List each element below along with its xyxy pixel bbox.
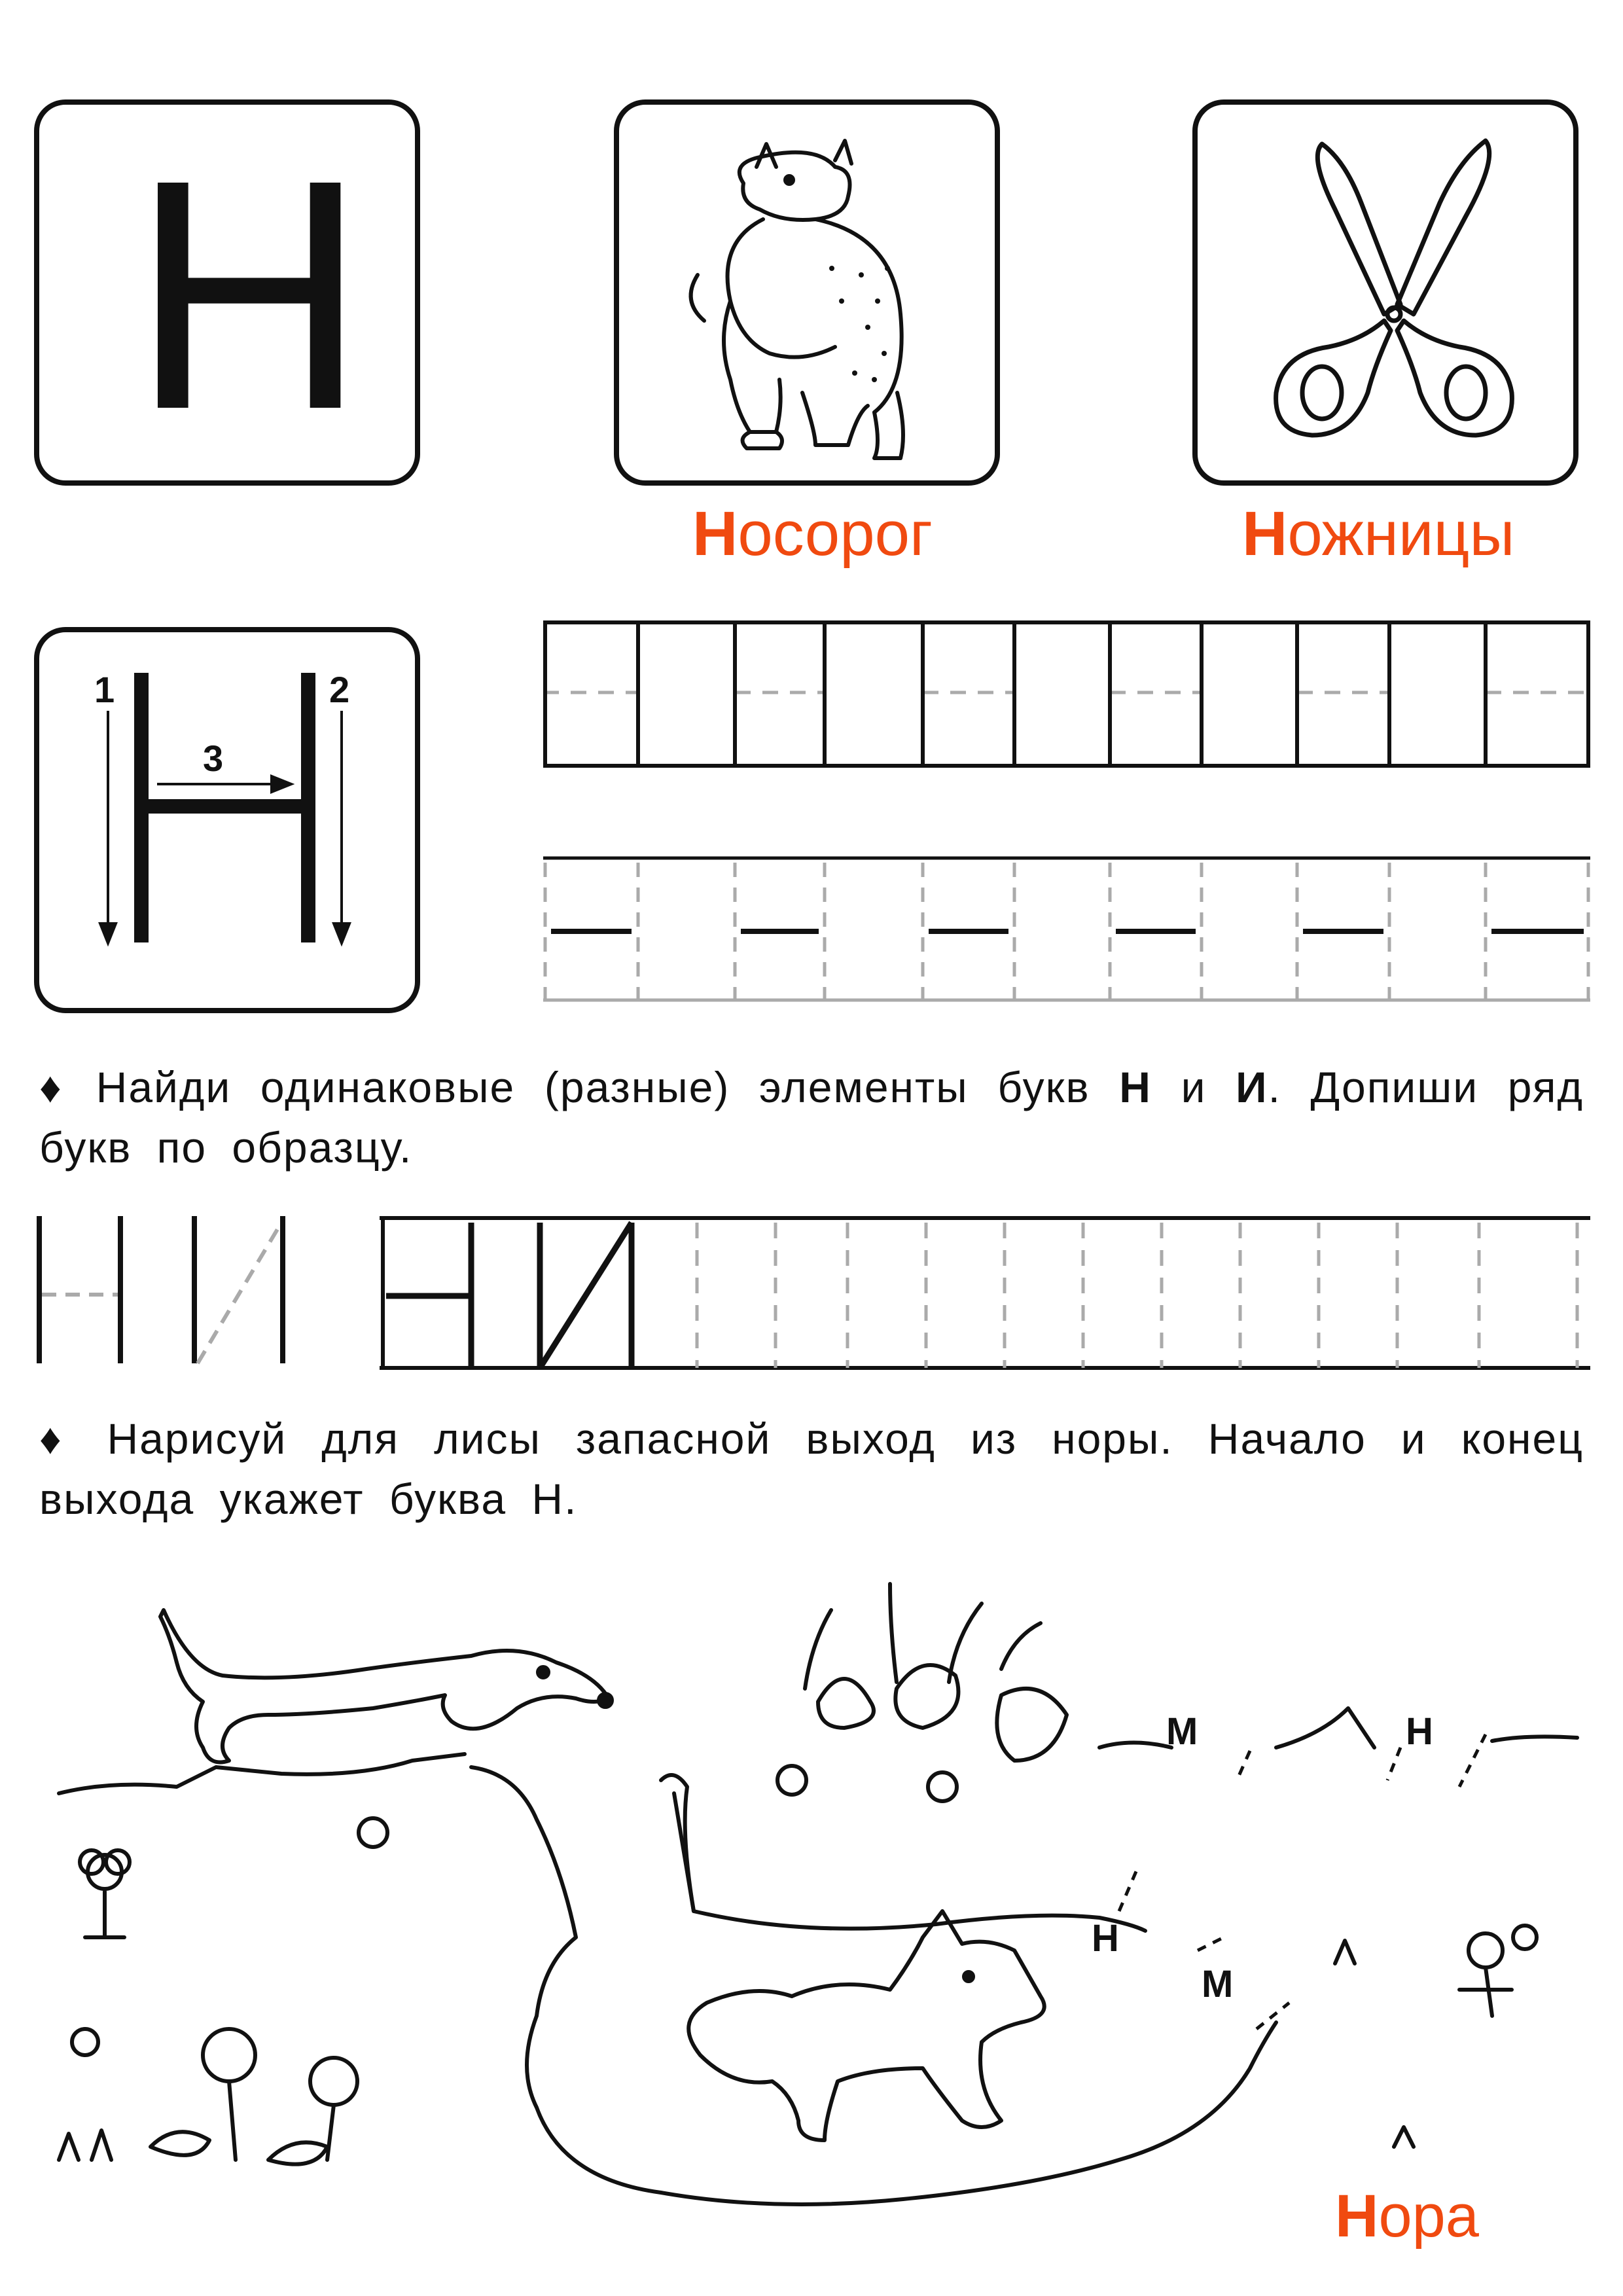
maze-label-m-top: М [1166, 1710, 1198, 1753]
task2-instruction [39, 1408, 1584, 1529]
scissors-illustration [1198, 105, 1584, 491]
word-first-letter: Н [692, 499, 738, 569]
word-nozhnitsy [1242, 499, 1515, 569]
task2-text: Нарисуй для лисы запасной выход из норы. Начало и конец выхода укажет буква Н. [39, 1414, 1584, 1523]
stroke-number-1: 1 [94, 669, 115, 710]
word-rest: осорог [738, 499, 933, 569]
rhinoceros-illustration [619, 105, 1005, 491]
word-first-letter: Н [1335, 2183, 1379, 2250]
bullet-icon: ♦ [39, 1063, 67, 1111]
word-rest: ора [1378, 2183, 1479, 2250]
dog-icon [160, 1610, 609, 1763]
practice-row-letter-cells[interactable] [543, 620, 1590, 771]
task1-letter-b: И [1236, 1063, 1268, 1111]
fox-icon [688, 1911, 1044, 2140]
task1-letter-a: Н [1119, 1063, 1152, 1111]
maze-label-h-burrow: Н [1092, 1917, 1119, 1960]
letter-elements-sample [34, 1216, 322, 1367]
stroke-number-3: 3 [203, 738, 224, 779]
maze-label-h-top: Н [1406, 1710, 1433, 1753]
stroke-guide-card [34, 627, 420, 1013]
word-first-letter: Н [1242, 499, 1288, 569]
practice-row-tracing-cells[interactable] [543, 856, 1590, 1003]
word-nosorog [692, 499, 933, 569]
word-rest: ожницы [1287, 499, 1515, 569]
letter-card [34, 99, 420, 486]
word-nora [1335, 2183, 1479, 2250]
fox-burrow-maze[interactable] [20, 1571, 1603, 2278]
practice-row-h-i[interactable] [380, 1216, 1590, 1373]
task1-conj: и [1181, 1063, 1207, 1111]
scissors-card [1192, 99, 1578, 486]
maze-label-m-burrow: М [1202, 1963, 1234, 2005]
stroke-number-2: 2 [329, 669, 350, 710]
task1-text-before: Найди одинаковые (разные) элементы букв [96, 1063, 1090, 1111]
big-letter-n: Н [131, 111, 368, 477]
bullet-icon: ♦ [39, 1414, 73, 1463]
rhino-card [614, 99, 1000, 486]
task1-text-after: . Допиши ряд букв по образцу. [39, 1063, 1584, 1172]
task1-instruction [39, 1057, 1584, 1177]
